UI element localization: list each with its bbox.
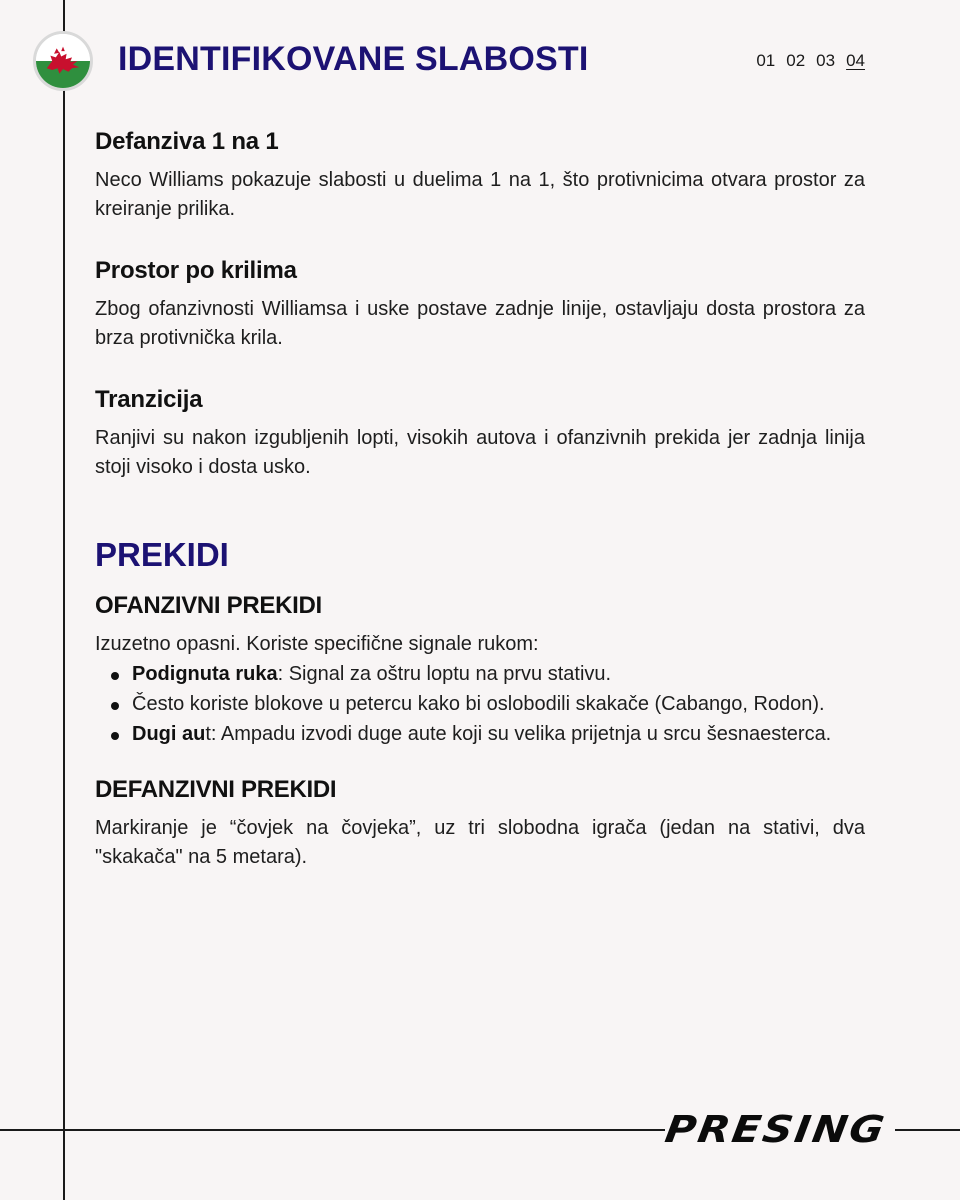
bullet-bold: Podignuta ruka [132, 663, 278, 685]
brand-logo [662, 1108, 895, 1152]
page-number-4-active[interactable]: 04 [846, 51, 865, 70]
offensive-bullet-list [95, 660, 865, 749]
bullet-icon [111, 702, 119, 710]
defensive-set-pieces-title: DEFANZIVNI PREKIDI [95, 776, 337, 803]
weakness-title: Prostor po krilima [95, 257, 297, 284]
weakness-text: Ranjivi su nakon izgubljenih lopti, visokih autova i ofanzivnih prekida jer zadnja linija stoji visoko i dosta usko. [95, 427, 865, 478]
main-content [95, 128, 865, 872]
page-number-3[interactable]: 03 [816, 51, 836, 70]
page-number-2[interactable]: 02 [786, 51, 806, 70]
weakness-title: Defanziva 1 na 1 [95, 128, 279, 155]
bullet-icon [111, 732, 119, 740]
page-title: IDENTIFIKOVANE SLABOSTI [118, 40, 589, 78]
page-number-1[interactable]: 01 [756, 51, 776, 70]
section-title: PREKIDI [95, 536, 229, 573]
list-item [95, 720, 865, 749]
vertical-rule [63, 0, 65, 1200]
weakness-text: Neco Williams pokazuje slabosti u duelima 1 na 1, što protivnicima otvara prostor za kreiranje prilika. [95, 169, 865, 220]
weakness-block [95, 257, 865, 353]
defensive-text: Markiranje je “čovjek na čovjeka”, uz tri slobodna igrača (jedan na stativi, dva "skakača" na 5 metara). [95, 817, 865, 868]
offensive-intro: Izuzetno opasni. Koriste specifične signale rukom: [95, 633, 539, 655]
bullet-icon [111, 672, 119, 680]
list-item [95, 690, 865, 719]
weakness-text: Zbog ofanzivnosti Williamsa i uske postave zadnje linije, ostavljaju dosta prostora za brza protivnička krila. [95, 298, 865, 349]
bullet-text: : Signal za oštru loptu na prvu stativu. [277, 663, 612, 685]
brand-wordmark: PRESING [662, 1108, 890, 1151]
offensive-set-pieces-title: OFANZIVNI PREKIDI [95, 592, 322, 619]
list-item [95, 660, 865, 689]
weakness-block [95, 128, 865, 224]
weakness-block [95, 386, 865, 482]
wales-flag-icon [33, 31, 93, 91]
weakness-title: Tranzicija [95, 386, 203, 413]
page-indicator [756, 51, 865, 71]
bullet-text: Često koriste blokove u petercu kako bi oslobodili skakače (Cabango, Rodon). [132, 693, 825, 715]
bullet-bold: Dugi au [132, 723, 206, 745]
bullet-text: t: Ampadu izvodi duge aute koji su velika prijetnja u srcu šesnaesterca. [205, 723, 832, 745]
